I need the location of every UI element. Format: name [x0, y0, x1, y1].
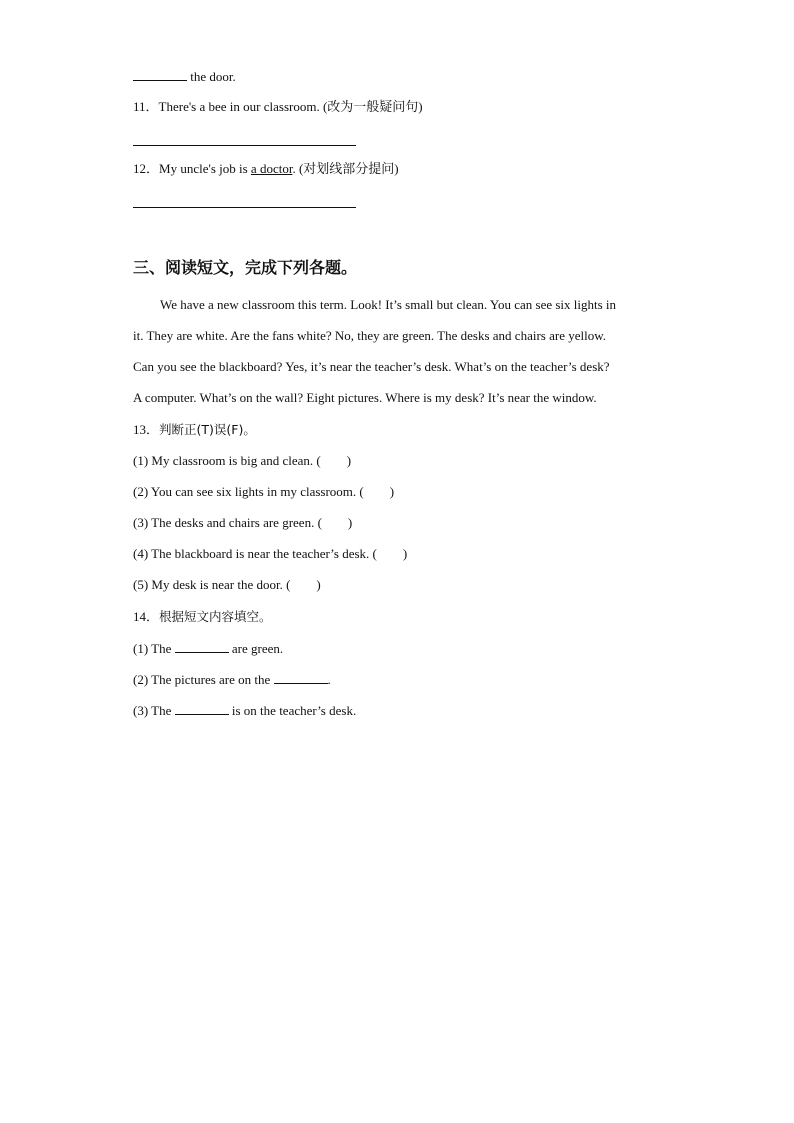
q12-text-after: . (对划线部分提问): [292, 161, 399, 176]
q13-item-3-text: (3) The desks and chairs are green. (: [133, 515, 322, 530]
q13-item-3: [133, 515, 352, 531]
q13-item-1-text: (1) My classroom is big and clean. (: [133, 453, 321, 468]
q13-item-2-text: (2) You can see six lights in my classroom. (: [133, 484, 364, 499]
q14-item-3-after: is on the teacher’s desk.: [231, 703, 357, 718]
section-3-heading: 三、阅读短文，完成下列各题。: [133, 258, 358, 277]
q13-number: 13．: [133, 422, 160, 437]
q12-answer-line[interactable]: [133, 207, 356, 208]
q12-underlined-phrase: a doctor: [250, 161, 293, 176]
q14-item-2-after: .: [327, 672, 331, 687]
q14-number: 14．: [133, 609, 160, 624]
q13-item-4-text: (4) The blackboard is near the teacher’s desk. (: [133, 546, 377, 561]
q14-item-1-before: (1) The: [133, 641, 172, 656]
q13-item-5-close-paren: ): [316, 577, 321, 592]
passage-line-1: We have a new classroom this term. Look! It’s small but clean. You can see six lights in: [160, 297, 617, 312]
q14-item-1: [133, 640, 283, 657]
q13-title: 判断正(T)误(F)。: [159, 422, 256, 437]
q14-item-2-before: (2) The pictures are on the: [133, 672, 271, 687]
q14-item-2-blank[interactable]: [274, 671, 328, 684]
passage-line-4: A computer. What’s on the wall? Eight pictures. Where is my desk? It’s near the window.: [133, 390, 597, 405]
q11-answer-line[interactable]: [133, 145, 356, 146]
q13-item-1-close-paren: ): [346, 453, 352, 468]
q14-item-2: [133, 671, 331, 688]
question-12: [133, 161, 399, 177]
q14-item-3: [133, 702, 356, 719]
q13-item-2: [133, 484, 394, 500]
q10-continuation: [133, 68, 236, 85]
question-14: [133, 609, 272, 625]
q14-item-3-before: (3) The: [133, 703, 172, 718]
passage-line-3: Can you see the blackboard? Yes, it’s near the teacher’s desk. What’s on the teacher’s desk?: [133, 359, 610, 374]
q13-item-4: [133, 546, 407, 562]
q10-blank[interactable]: [133, 68, 187, 81]
q13-item-3-close-paren: ): [347, 515, 353, 530]
question-11: [133, 99, 423, 115]
q12-number: 12．: [133, 161, 160, 176]
q13-item-4-close-paren: ): [402, 546, 408, 561]
q13-item-5-text: (5) My desk is near the door. (: [133, 577, 291, 592]
q11-number: 11．: [133, 99, 159, 114]
q13-item-2-close-paren: ): [389, 484, 395, 499]
q12-text-before: My uncle's job is: [159, 161, 248, 176]
q14-item-3-blank[interactable]: [175, 702, 229, 715]
q13-item-1: [133, 453, 351, 469]
question-13: [133, 422, 256, 438]
q14-item-1-after: are green.: [231, 641, 284, 656]
q14-item-1-blank[interactable]: [175, 640, 229, 653]
q10-tail-text: the door.: [190, 69, 236, 84]
passage-line-2: it. They are white. Are the fans white? No, they are green. The desks and chairs are yellow.: [133, 328, 607, 343]
q13-item-5: [133, 577, 321, 593]
q11-text: There's a bee in our classroom. (改为一般疑问句): [158, 99, 423, 114]
q14-title: 根据短文内容填空。: [159, 609, 272, 624]
